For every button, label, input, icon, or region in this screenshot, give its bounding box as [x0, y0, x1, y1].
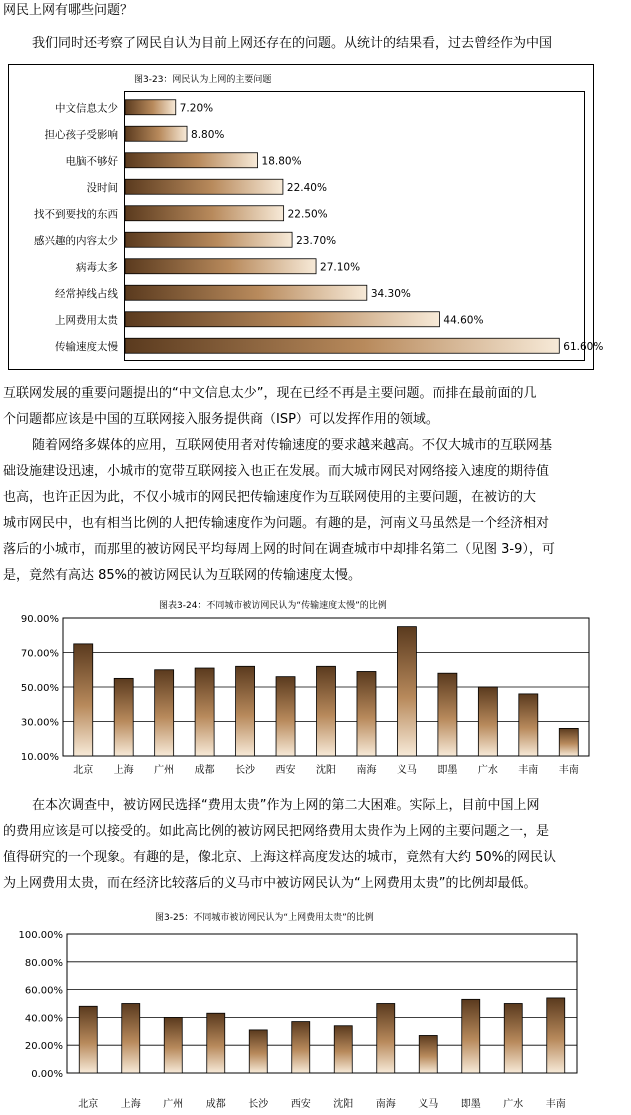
category-label: 担心孩子受影响 — [44, 128, 118, 141]
paragraph-3-line-4: 为上网费用太贵，而在经济比较落后的义马市中被访网民认为“上网费用太贵”的比例却最低。 — [3, 876, 537, 891]
x-tick-label: 义马 — [396, 765, 417, 776]
bar — [357, 671, 376, 756]
x-tick-label: 北京 — [78, 1099, 99, 1110]
x-tick-label: 长沙 — [248, 1099, 269, 1110]
chart-main-problems — [8, 64, 604, 370]
bar — [236, 666, 255, 756]
x-tick-label: 沈阳 — [316, 765, 336, 776]
paragraph-1-line-2: 互联网发展的重要问题提出的“中文信息太少”，现在已经不再是主要问题。而排在最前面的几 — [3, 386, 537, 401]
chart-title: 图3-25：不同城市被访网民认为“上网费用太贵”的比例 — [155, 913, 374, 923]
bar — [125, 126, 187, 141]
data-label: 22.50% — [287, 208, 328, 221]
chart-slow-speed-by-city — [5, 596, 595, 780]
bar — [249, 1030, 267, 1073]
chart-title: 图表3-24：不同城市被访网民认为“传输速度太慢”的比例 — [159, 601, 387, 611]
bar — [462, 999, 480, 1073]
data-label: 18.80% — [261, 155, 302, 168]
plot-area — [67, 934, 577, 1073]
bar — [125, 232, 292, 247]
paragraph-2-line-1: 随着网络多媒体的应用，互联网使用者对传输速度的要求越来越高。不仅大城市的互联网基 — [32, 438, 553, 453]
y-tick-label: 30.00% — [20, 717, 59, 729]
paragraph-1-line-3: 个问题都应该是中国的互联网接入服务提供商（ISP）可以发挥作用的领域。 — [3, 412, 439, 427]
x-tick-label: 义马 — [418, 1099, 439, 1110]
data-label: 44.60% — [443, 314, 484, 327]
data-label: 23.70% — [296, 234, 337, 247]
bar — [125, 285, 367, 300]
bar — [79, 1006, 97, 1073]
bar — [547, 998, 565, 1073]
chart-title: 图3-23：网民认为上网的主要问题 — [134, 75, 272, 85]
y-tick-label: 70.00% — [20, 648, 59, 660]
data-label: 7.20% — [179, 102, 214, 115]
x-tick-label: 西安 — [290, 1099, 311, 1110]
section-heading: 网民上网有哪些问题？ — [3, 3, 134, 18]
y-tick-label: 40.00% — [24, 1013, 63, 1025]
bar — [519, 694, 538, 756]
paragraph-3-line-2: 的费用应该是可以接受的。如此高比例的被访网民把网络费用太贵作为上网的主要问题之一，是 — [3, 824, 550, 839]
bar — [438, 673, 457, 756]
bar — [125, 153, 258, 168]
x-tick-label: 即墨 — [437, 765, 458, 776]
category-label: 经常掉线占线 — [55, 287, 118, 300]
category-label: 传输速度太慢 — [55, 340, 118, 353]
bar — [114, 678, 133, 756]
x-tick-label: 丰南 — [518, 765, 539, 776]
paragraph-2-line-6: 是，竟然有高达 85%的被访网民认为互联网的传输速度太慢。 — [3, 568, 362, 583]
data-label: 61.60% — [563, 340, 604, 353]
paragraph-2-line-2: 础设施建设迅速，小城市的宽带互联网接入也正在发展。而大城市网民对网络接入速度的期待值 — [3, 464, 550, 479]
bar — [195, 668, 214, 756]
x-tick-label: 沈阳 — [333, 1099, 354, 1110]
y-tick-label: 0.00% — [31, 1069, 63, 1080]
x-tick-label: 上海 — [120, 1099, 141, 1110]
bar — [155, 670, 174, 756]
bar — [207, 1013, 225, 1073]
x-tick-label: 成都 — [205, 1099, 226, 1110]
bar — [125, 338, 559, 353]
bar — [125, 179, 283, 194]
x-tick-label: 上海 — [113, 765, 134, 776]
y-tick-label: 80.00% — [24, 957, 63, 969]
y-tick-label: 50.00% — [20, 683, 59, 694]
paragraph-2-line-3: 也高，也许正因为此，不仅小城市的网民把传输速度作为互联网使用的主要问题，在被访的大 — [3, 490, 537, 505]
bar — [478, 687, 497, 756]
bar — [504, 1004, 522, 1074]
x-tick-label: 成都 — [194, 765, 215, 776]
data-label: 27.10% — [320, 261, 361, 274]
paragraph-1-line-1: 我们同时还考察了网民自认为目前上网还存在的问题。从统计的结果看，过去曾经作为中国 — [32, 36, 553, 51]
data-label: 22.40% — [286, 181, 327, 194]
bar — [74, 644, 93, 756]
bar — [276, 677, 295, 756]
category-label: 病毒太多 — [76, 261, 118, 274]
x-tick-label: 南海 — [375, 1099, 396, 1110]
bar — [122, 1004, 140, 1074]
y-tick-label: 90.00% — [20, 614, 59, 625]
data-label: 34.30% — [370, 287, 411, 300]
bar — [125, 312, 439, 327]
bar — [419, 1035, 437, 1073]
bar — [559, 728, 578, 756]
bar — [334, 1026, 352, 1073]
x-tick-label: 广州 — [154, 765, 175, 776]
x-tick-label: 丰南 — [558, 765, 579, 776]
x-tick-label: 西安 — [275, 765, 296, 776]
x-tick-label: 北京 — [73, 765, 94, 776]
x-tick-label: 广水 — [503, 1099, 524, 1110]
chart-high-cost-by-city-svg — [5, 908, 595, 1111]
category-label: 中文信息太少 — [55, 102, 118, 115]
y-tick-label: 10.00% — [20, 752, 59, 763]
x-tick-label: 即墨 — [460, 1099, 481, 1110]
bar — [292, 1022, 310, 1073]
chart-slow-speed-by-city-svg — [5, 596, 595, 780]
x-tick-label: 广水 — [477, 765, 498, 776]
bar — [317, 666, 336, 756]
bar — [164, 1017, 182, 1073]
bar — [397, 627, 416, 756]
x-tick-label: 南海 — [356, 765, 377, 776]
category-label: 电脑不够好 — [65, 155, 118, 168]
bar — [125, 100, 176, 115]
y-tick-label: 100.00% — [18, 930, 63, 941]
paragraph-2-line-4: 城市网民中，也有相当比例的人把传输速度作为问题。有趣的是，河南义马虽然是一个经济相对 — [3, 516, 550, 531]
data-label: 8.80% — [191, 128, 225, 141]
category-label: 没时间 — [86, 181, 118, 194]
category-label: 找不到要找的东西 — [34, 208, 118, 221]
bar — [125, 259, 316, 274]
chart-high-cost-by-city — [5, 908, 595, 1111]
category-label: 感兴趣的内容太少 — [34, 234, 118, 247]
paragraph-2-line-5: 落后的小城市，而那里的被访网民平均每周上网的时间在调查城市中却排名第二（见图 3-9），可 — [3, 542, 555, 557]
y-tick-label: 60.00% — [24, 985, 63, 997]
paragraph-3-line-3: 值得研究的一个现象。有趣的是，像北京、上海这样高度发达的城市，竟然有大约 50%的网民认 — [3, 850, 557, 865]
x-tick-label: 广州 — [163, 1099, 184, 1110]
category-label: 上网费用太贵 — [55, 314, 118, 327]
y-tick-label: 20.00% — [24, 1041, 63, 1053]
x-tick-label: 丰南 — [545, 1099, 566, 1110]
chart-main-problems-svg — [8, 64, 604, 370]
paragraph-3-line-1: 在本次调查中，被访网民选择“费用太贵”作为上网的第二大困难。实际上，目前中国上网 — [32, 798, 540, 813]
x-tick-label: 长沙 — [235, 765, 256, 776]
bar — [125, 206, 284, 221]
bar — [377, 1004, 395, 1074]
